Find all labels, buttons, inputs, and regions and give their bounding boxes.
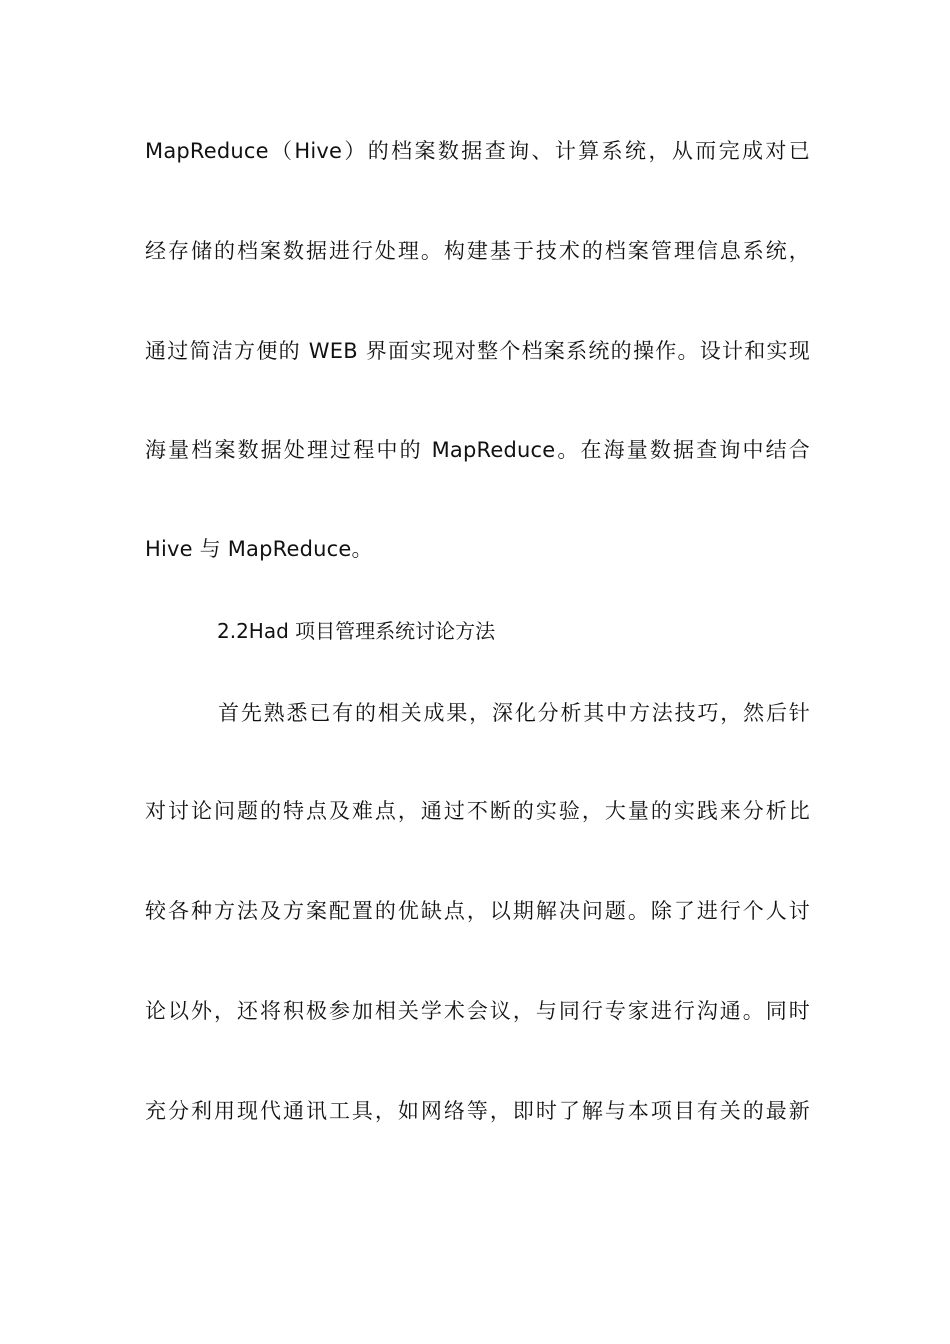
paragraph-line-2: 经存储的档案数据进行处理。构建基于技术的档案管理信息系统， (145, 239, 810, 263)
paragraph-line-3: 通过简洁方便的 WEB 界面实现对整个档案系统的操作。设计和实现 (145, 339, 810, 363)
paragraph-line-1: MapReduce（Hive）的档案数据查询、计算系统，从而完成对已 (145, 139, 810, 163)
paragraph2-line-1: 首先熟悉已有的相关成果，深化分析其中方法技巧，然后针 (218, 701, 810, 725)
paragraph2-line-5: 充分利用现代通讯工具，如网络等，即时了解与本项目有关的最新 (145, 1099, 810, 1123)
paragraph2-line-3: 较各种方法及方案配置的优缺点，以期解决问题。除了进行个人讨 (145, 899, 810, 923)
paragraph-line-5: Hive 与 MapReduce。 (145, 537, 373, 561)
paragraph-line-4: 海量档案数据处理过程中的 MapReduce。在海量数据查询中结合 (145, 438, 810, 462)
paragraph2-line-2: 对讨论问题的特点及难点，通过不断的实验，大量的实践来分析比 (145, 799, 810, 823)
section-heading: 2.2Had 项目管理系统讨论方法 (217, 619, 496, 643)
paragraph2-line-4: 论以外，还将积极参加相关学术会议，与同行专家进行沟通。同时 (145, 999, 810, 1023)
